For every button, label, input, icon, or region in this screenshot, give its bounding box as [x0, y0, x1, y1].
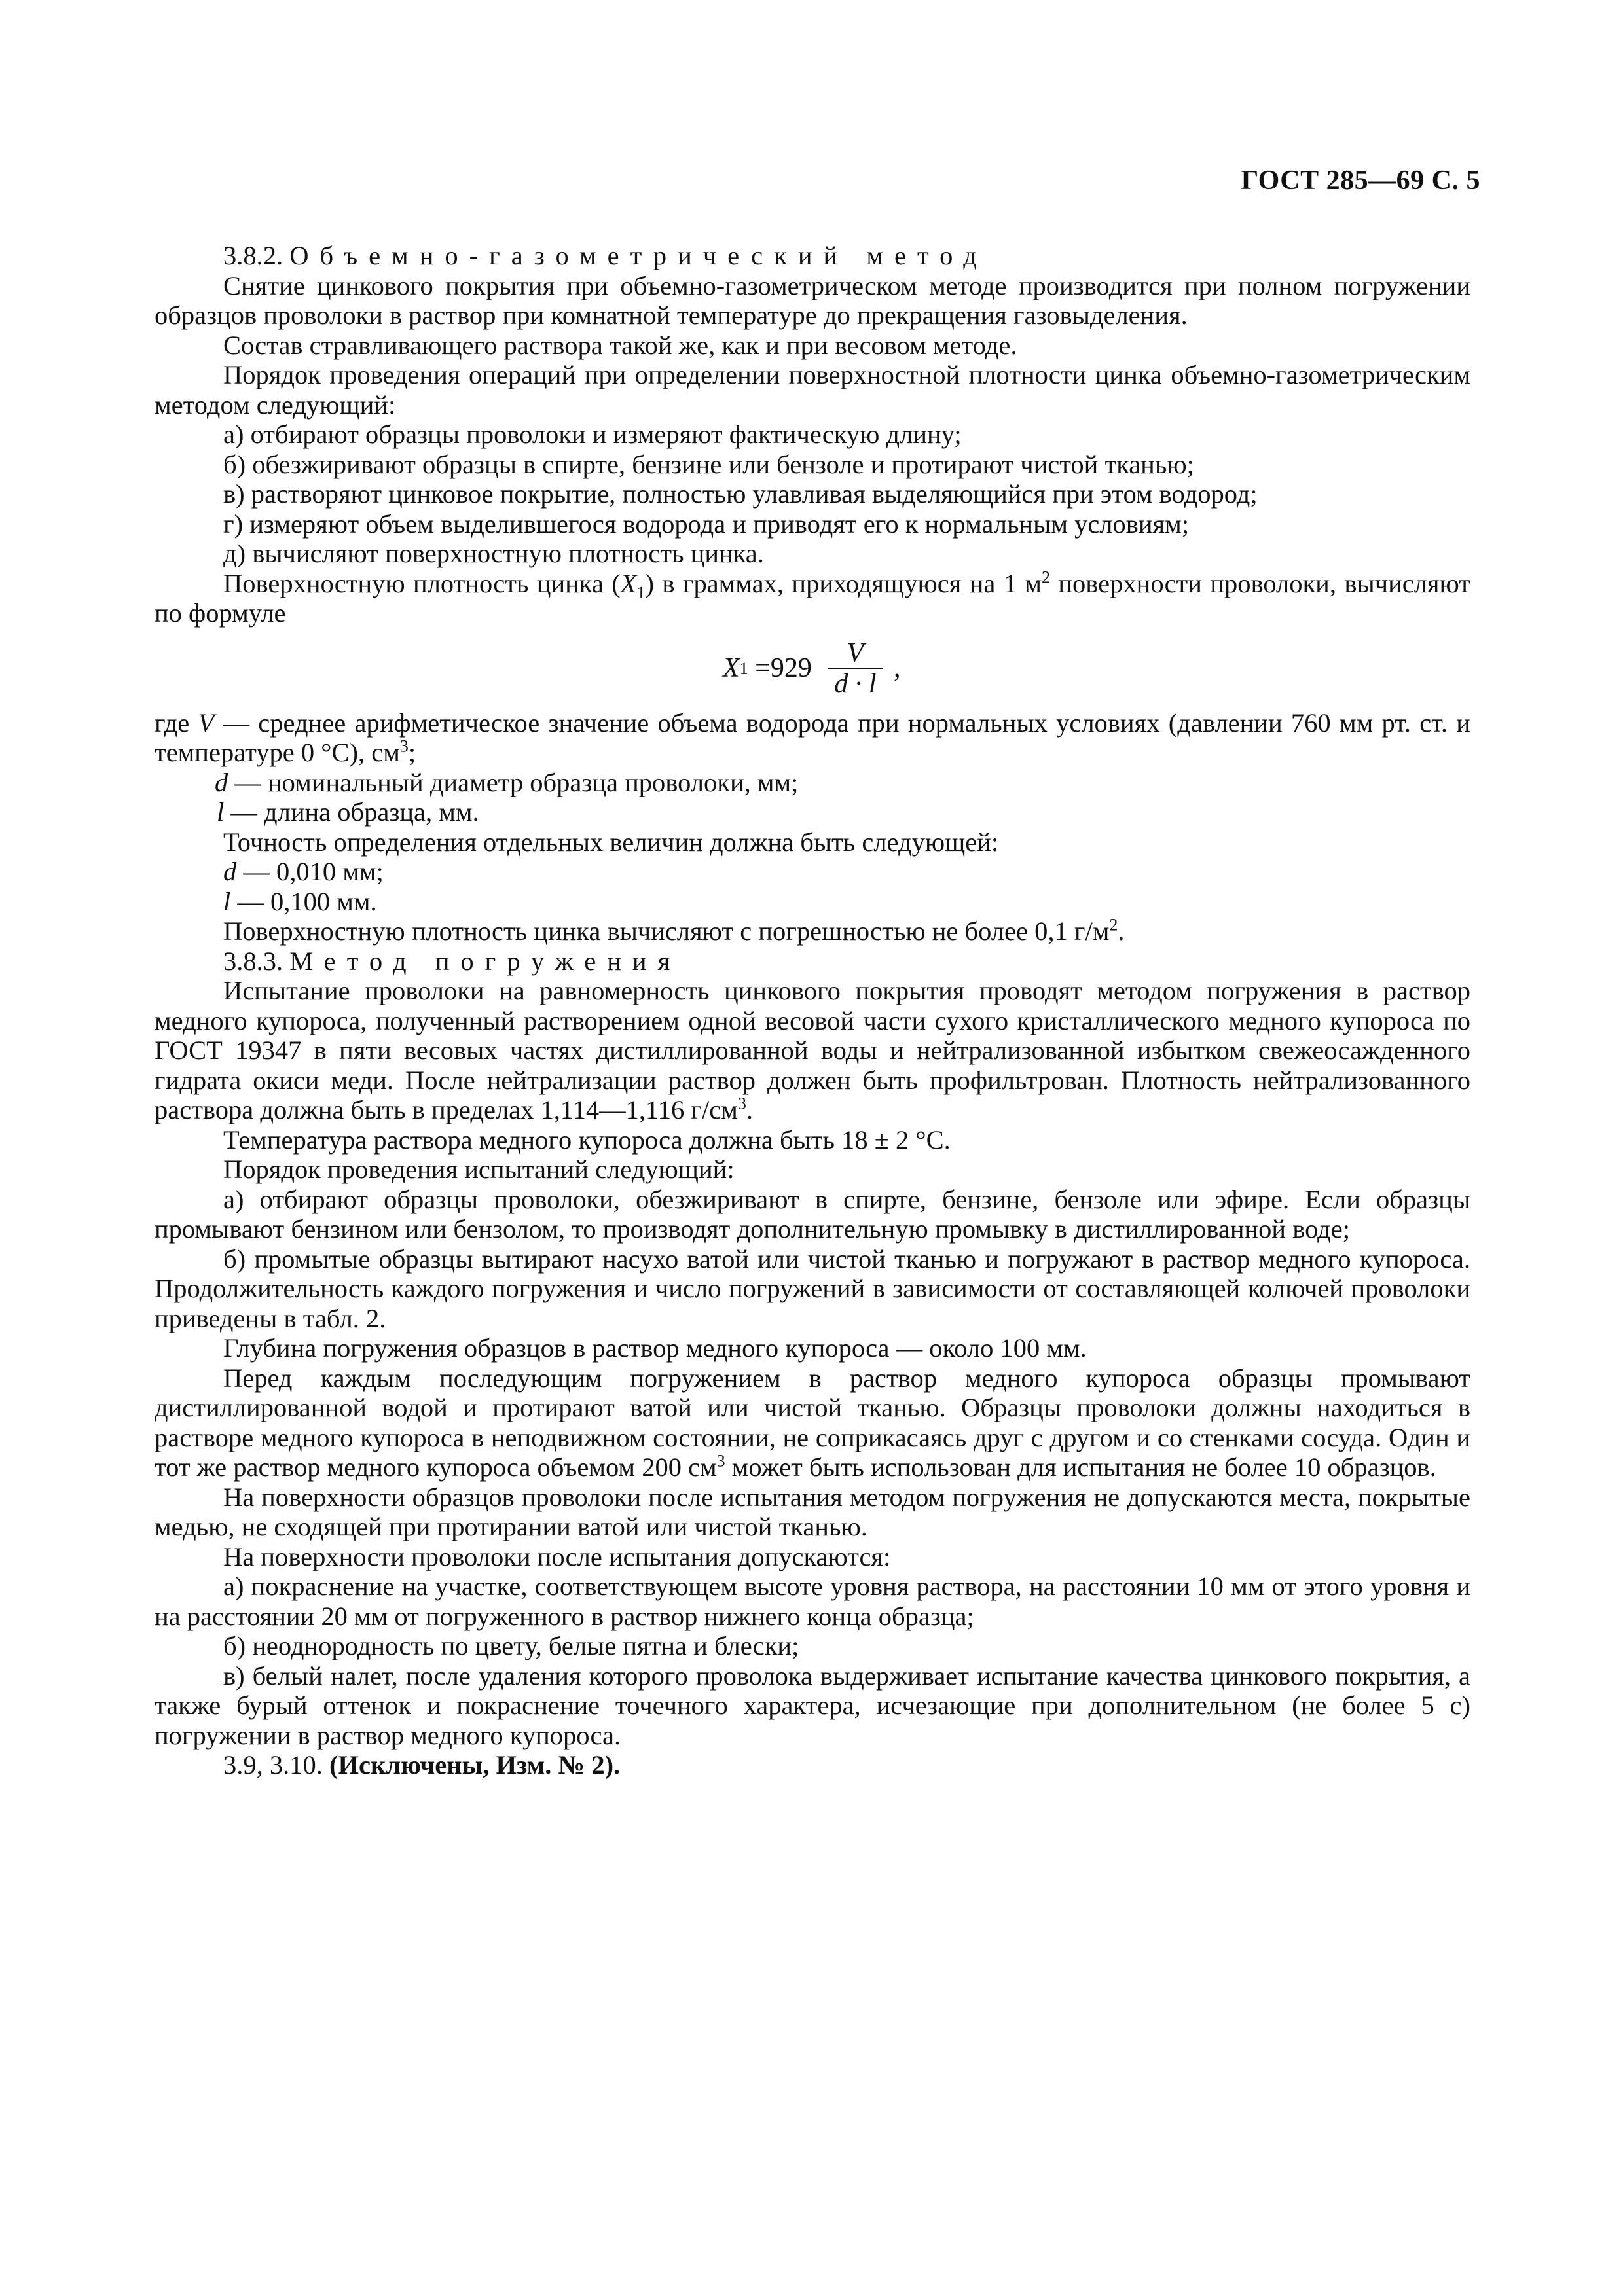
superscript: 3 [737, 1094, 746, 1113]
text-run: 3.9, 3.10. [223, 1750, 329, 1780]
variable: l [223, 886, 231, 916]
text-run: . [746, 1095, 753, 1124]
formula-equals: =929 [748, 653, 819, 683]
paragraph [155, 976, 1470, 1125]
subscript: 1 [636, 583, 646, 602]
section-heading-3-8-2 [155, 241, 1470, 271]
formula-numerator: V [847, 637, 864, 668]
paragraph-amendment [155, 1750, 1470, 1780]
list-item: д) вычисляют поверхностную плотность цинка. [223, 539, 764, 568]
paragraph: Температура раствора медного купороса должна быть 18 ± 2 °С. [223, 1124, 951, 1155]
superscript: 2 [1041, 567, 1050, 586]
formula-fraction [828, 639, 883, 699]
section-number: 3.8.3. [223, 946, 283, 976]
text-run: — среднее арифметическое значение объема водорода при нормальных условиях (давлении 760 мм рт. ст. и температуре 0 °С), см [155, 708, 1470, 767]
text-run: Испытание проволоки на равномерность цинкового покрытия проводят методом погружения в раствор медного купороса, полученный растворением одной весовой части сухого кристаллического медного купороса по ГОСТ 19347 в пяти весовых частях дистиллированной воды и нейтрализованной избытком свежеосажденного гидрата окиси меди. После нейтрализации раствор должен быть профильтрован. Плотность нейтрализованного раствора должна быть в пределах 1,114—1,116 г/см [155, 976, 1470, 1124]
definition-l [155, 797, 1470, 827]
list-item: б) промытые образцы вытирают насухо ватой или чистой тканью и погружают в раствор медного купороса. Продолжительность каждого погружения и число погружений в зависимости от составляющей колючей проволоки приведены в табл. 2. [155, 1244, 1470, 1333]
formula [155, 634, 1470, 706]
variable: V [198, 708, 215, 738]
list-item: а) отбирают образцы проволоки и измеряют фактическую длину; [223, 420, 962, 449]
paragraph: Глубина погружения образцов в раствор медного купороса — около 100 мм. [223, 1333, 1087, 1363]
paragraph: Порядок проведения операций при определении поверхностной плотности цинка объемно-газометрическим методом следующий: [155, 360, 1470, 420]
text-run: может быть использован для испытания не более 10 образцов. [725, 1452, 1436, 1482]
text-run: ; [408, 738, 416, 767]
text-run: — номинальный диаметр образца проволоки, мм; [228, 767, 799, 797]
formula-denominator: d · l [828, 668, 883, 699]
paragraph: Снятие цинкового покрытия при объемно-газометрическом методе производится при полном погружении образцов проволоки в раствор при комнатной температуре до прекращения газовыделения. [155, 270, 1470, 330]
text-run: . [1118, 916, 1125, 946]
formula-lhs: X [723, 653, 740, 683]
section-title: Объемно-газометрический метод [289, 241, 988, 270]
list-item: а) отбирают образцы проволоки, обезжиривают в спирте, бензине, бензоле или эфире. Если образцы промывают бензином или бензолом, то производят дополнительную промывку в дистиллированной воде; [155, 1184, 1470, 1244]
where-paragraph [155, 708, 1470, 768]
variable: X [620, 568, 637, 598]
variable: l [217, 797, 225, 827]
formula-body: X 1 =929 $\frac{V}{d \cdot l}$ , [723, 637, 901, 699]
text-run: Поверхностную плотность цинка ( [223, 568, 621, 598]
paragraph: Состав стравливающего раствора такой же, как и при весовом методе. [223, 330, 1017, 360]
text-run: — 0,010 мм; [236, 857, 384, 886]
variable: d [215, 767, 228, 797]
list-item: а) покраснение на участке, соответствующем высоте уровня раствора, на расстоянии 10 мм от этого уровня и на расстоянии 20 мм от погруженного в раствор нижнего конца образца; [155, 1571, 1470, 1631]
list-item: б) неоднородность по цвету, белые пятна и блески; [223, 1631, 799, 1660]
list-item: в) белый налет, после удаления которого проволока выдерживает испытание качества цинкового покрытия, а также бурый оттенок и покраснение точечного характера, исчезающие при дополнительном (не более 5 с) погружении в раствор медного купороса. [155, 1660, 1470, 1750]
text-run: — 0,100 мм. [230, 886, 377, 916]
section-number: 3.8.2. [223, 241, 283, 270]
section-heading-3-8-3 [155, 946, 1470, 977]
accuracy-l [155, 887, 1470, 917]
page-content [155, 241, 1470, 1780]
superscript: 3 [399, 736, 409, 756]
superscript: 3 [716, 1451, 725, 1471]
text-run: — длина образца, мм. [224, 797, 479, 827]
text-run: где [155, 708, 198, 738]
accuracy-d [155, 857, 1470, 887]
definition-d [155, 768, 1470, 798]
paragraph [155, 569, 1470, 628]
variable: d [223, 857, 237, 886]
amendment-note: (Исключены, Изм. № 2). [329, 1750, 621, 1780]
list-item: б) обезжиривают образцы в спирте, бензине или бензоле и протирают чистой тканью; [223, 449, 1194, 479]
paragraph [155, 1363, 1470, 1482]
formula-tail: , [886, 653, 901, 683]
paragraph: На поверхности проволоки после испытания допускаются: [223, 1541, 891, 1571]
superscript: 2 [1109, 915, 1118, 935]
list-item: г) измеряют объем выделившегося водорода и приводят его к нормальным условиям; [223, 509, 1190, 539]
paragraph [155, 916, 1470, 946]
list-item: в) растворяют цинковое покрытие, полностью улавливая выделяющийся при этом водород; [223, 479, 1258, 509]
text-run: Перед каждым последующим погружением в раствор медного купороса образцы промывают дистиллированной водой и протирают ватой или чистой тканью. Образцы проволоки должны находиться в растворе медного купороса в неподвижном состоянии, не соприкасаясь друг с другом и со стенками сосуда. Один и тот же раствор медного купороса объемом 200 см [155, 1363, 1470, 1482]
text-run: ) в граммах, приходящуюся на 1 м [645, 568, 1042, 598]
paragraph: На поверхности образцов проволоки после испытания методом погружения не допускаются места, покрытые медью, не сходящей при протирании ватой или чистой тканью. [155, 1482, 1470, 1541]
paragraph: Точность определения отдельных величин должна быть следующей: [223, 827, 999, 857]
text-run: Поверхностную плотность цинка вычисляют с погрешностью не более 0,1 г/м [223, 916, 1110, 946]
page-header: ГОСТ 285—69 С. 5 [1241, 166, 1480, 196]
section-title: Метод погружения [289, 946, 682, 976]
paragraph: Порядок проведения испытаний следующий: [223, 1155, 735, 1184]
text-run: поверхности проволоки, вычисляют по формуле [155, 568, 1470, 628]
